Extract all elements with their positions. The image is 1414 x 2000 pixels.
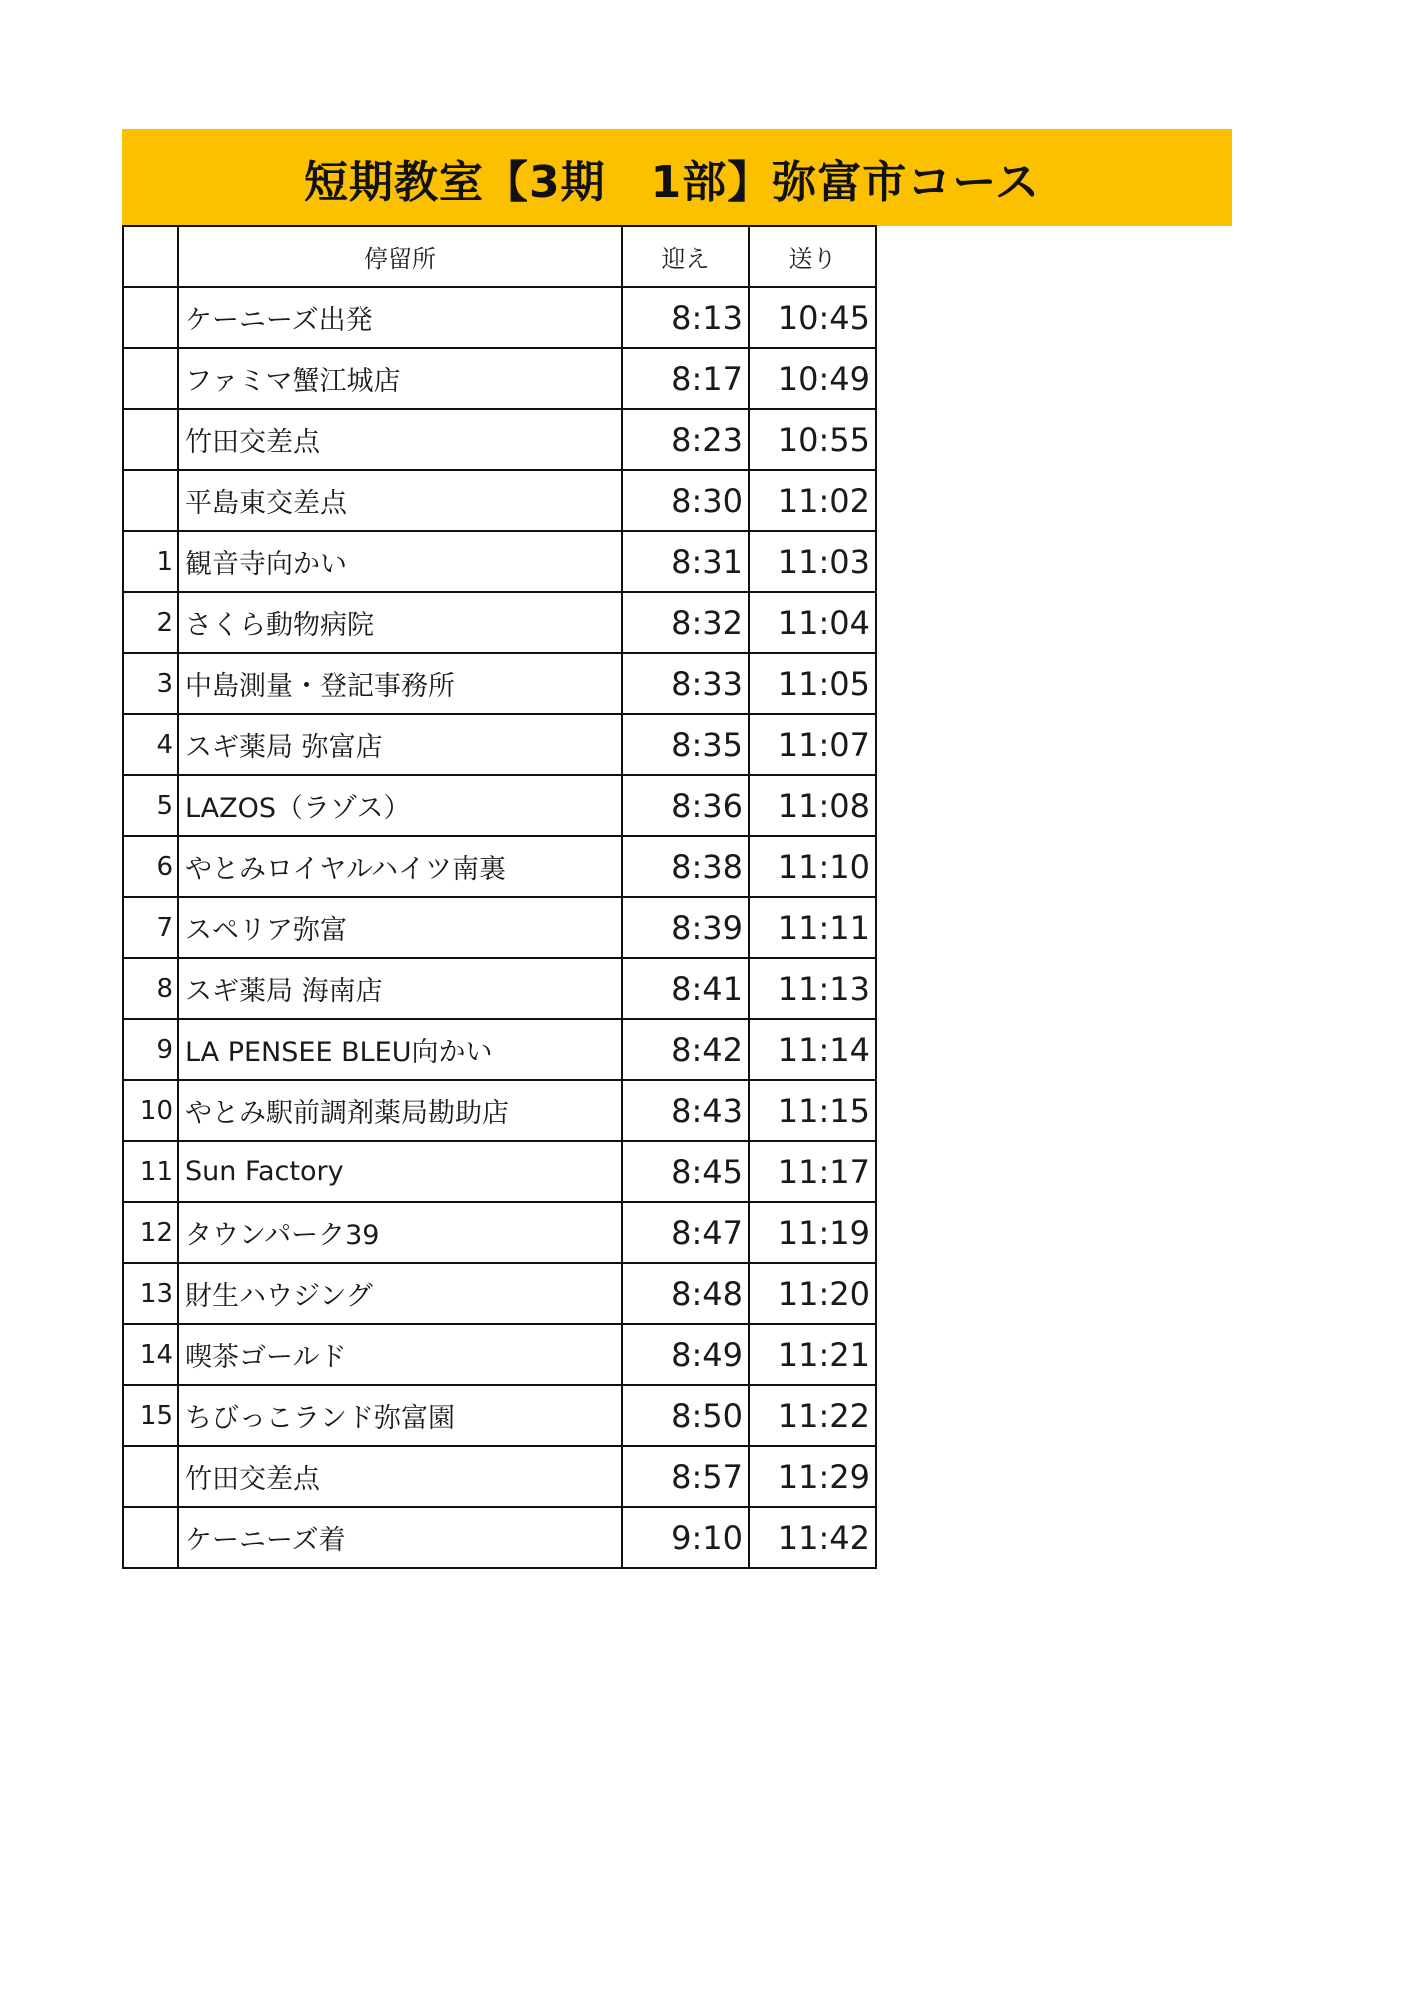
stop-number <box>123 1507 178 1568</box>
table-row <box>123 836 876 897</box>
stop-number <box>123 1446 178 1507</box>
pickup-time: 8:17 <box>622 348 749 409</box>
header-number <box>123 226 178 287</box>
table-row <box>123 1507 876 1568</box>
dropoff-time: 11:13 <box>749 958 876 1019</box>
table-row <box>123 1263 876 1324</box>
dropoff-time: 11:22 <box>749 1385 876 1446</box>
table-row <box>123 1019 876 1080</box>
dropoff-time: 11:05 <box>749 653 876 714</box>
stop-name: ケーニーズ着 <box>178 1507 622 1568</box>
pickup-time: 9:10 <box>622 1507 749 1568</box>
dropoff-time: 11:02 <box>749 470 876 531</box>
stop-name: Sun Factory <box>178 1141 622 1202</box>
stop-name: 喫茶ゴールド <box>178 1324 622 1385</box>
stop-number: 12 <box>123 1202 178 1263</box>
pickup-time: 8:35 <box>622 714 749 775</box>
stop-name: 竹田交差点 <box>178 1446 622 1507</box>
table-row <box>123 1080 876 1141</box>
pickup-time: 8:33 <box>622 653 749 714</box>
stop-number: 13 <box>123 1263 178 1324</box>
stop-name: タウンパーク39 <box>178 1202 622 1263</box>
stop-number: 2 <box>123 592 178 653</box>
stop-name: 中島測量・登記事務所 <box>178 653 622 714</box>
table-row <box>123 897 876 958</box>
stop-name: 財生ハウジング <box>178 1263 622 1324</box>
stop-name: やとみロイヤルハイツ南裏 <box>178 836 622 897</box>
header-stop: 停留所 <box>178 226 622 287</box>
pickup-time: 8:50 <box>622 1385 749 1446</box>
title-banner <box>122 129 1232 226</box>
pickup-time: 8:23 <box>622 409 749 470</box>
pickup-time: 8:57 <box>622 1446 749 1507</box>
stop-name: スギ薬局 弥富店 <box>178 714 622 775</box>
stop-name: 観音寺向かい <box>178 531 622 592</box>
table-row <box>123 1141 876 1202</box>
dropoff-time: 11:17 <box>749 1141 876 1202</box>
dropoff-time: 11:04 <box>749 592 876 653</box>
pickup-time: 8:41 <box>622 958 749 1019</box>
stop-name: ケーニーズ出発 <box>178 287 622 348</box>
table-row <box>123 1202 876 1263</box>
table-row <box>123 1324 876 1385</box>
dropoff-time: 11:20 <box>749 1263 876 1324</box>
table-row <box>123 1385 876 1446</box>
stop-number: 1 <box>123 531 178 592</box>
stop-name: ちびっこランド弥富園 <box>178 1385 622 1446</box>
stop-number: 9 <box>123 1019 178 1080</box>
dropoff-time: 11:08 <box>749 775 876 836</box>
dropoff-time: 11:14 <box>749 1019 876 1080</box>
stop-name: スペリア弥富 <box>178 897 622 958</box>
stop-number: 14 <box>123 1324 178 1385</box>
page-title: 短期教室【3期 1部】弥富市コース <box>303 156 1041 208</box>
stop-number <box>123 287 178 348</box>
stop-number: 6 <box>123 836 178 897</box>
table-row <box>123 653 876 714</box>
dropoff-time: 11:19 <box>749 1202 876 1263</box>
stop-number: 8 <box>123 958 178 1019</box>
header-dropoff: 送り <box>749 226 876 287</box>
dropoff-time: 11:21 <box>749 1324 876 1385</box>
schedule-table <box>122 225 877 1569</box>
table-row <box>123 775 876 836</box>
table-row <box>123 592 876 653</box>
table-body <box>123 287 876 1568</box>
table-row <box>123 714 876 775</box>
table-row <box>123 958 876 1019</box>
pickup-time: 8:38 <box>622 836 749 897</box>
dropoff-time: 11:10 <box>749 836 876 897</box>
stop-name: スギ薬局 海南店 <box>178 958 622 1019</box>
stop-name: やとみ駅前調剤薬局勘助店 <box>178 1080 622 1141</box>
stop-number: 5 <box>123 775 178 836</box>
pickup-time: 8:39 <box>622 897 749 958</box>
stop-number: 11 <box>123 1141 178 1202</box>
dropoff-time: 10:49 <box>749 348 876 409</box>
stop-number <box>123 409 178 470</box>
stop-number: 10 <box>123 1080 178 1141</box>
pickup-time: 8:48 <box>622 1263 749 1324</box>
table-header-row <box>123 226 876 287</box>
stop-number: 3 <box>123 653 178 714</box>
pickup-time: 8:47 <box>622 1202 749 1263</box>
stop-number <box>123 348 178 409</box>
pickup-time: 8:30 <box>622 470 749 531</box>
dropoff-time: 10:55 <box>749 409 876 470</box>
pickup-time: 8:43 <box>622 1080 749 1141</box>
pickup-time: 8:42 <box>622 1019 749 1080</box>
dropoff-time: 11:07 <box>749 714 876 775</box>
pickup-time: 8:32 <box>622 592 749 653</box>
stop-number <box>123 470 178 531</box>
stop-name: さくら動物病院 <box>178 592 622 653</box>
dropoff-time: 11:11 <box>749 897 876 958</box>
table-row <box>123 348 876 409</box>
dropoff-time: 11:29 <box>749 1446 876 1507</box>
table-row <box>123 1446 876 1507</box>
stop-number: 7 <box>123 897 178 958</box>
stop-name: LA PENSEE BLEU向かい <box>178 1019 622 1080</box>
pickup-time: 8:36 <box>622 775 749 836</box>
pickup-time: 8:45 <box>622 1141 749 1202</box>
stop-name: ファミマ蟹江城店 <box>178 348 622 409</box>
stop-number: 15 <box>123 1385 178 1446</box>
table-row <box>123 287 876 348</box>
table-row <box>123 409 876 470</box>
table-row <box>123 531 876 592</box>
stop-name: 平島東交差点 <box>178 470 622 531</box>
stop-number: 4 <box>123 714 178 775</box>
dropoff-time: 11:15 <box>749 1080 876 1141</box>
dropoff-time: 11:03 <box>749 531 876 592</box>
pickup-time: 8:31 <box>622 531 749 592</box>
pickup-time: 8:49 <box>622 1324 749 1385</box>
dropoff-time: 10:45 <box>749 287 876 348</box>
header-pickup: 迎え <box>622 226 749 287</box>
pickup-time: 8:13 <box>622 287 749 348</box>
table-row <box>123 470 876 531</box>
stop-name: 竹田交差点 <box>178 409 622 470</box>
stop-name: LAZOS（ラゾス） <box>178 775 622 836</box>
dropoff-time: 11:42 <box>749 1507 876 1568</box>
